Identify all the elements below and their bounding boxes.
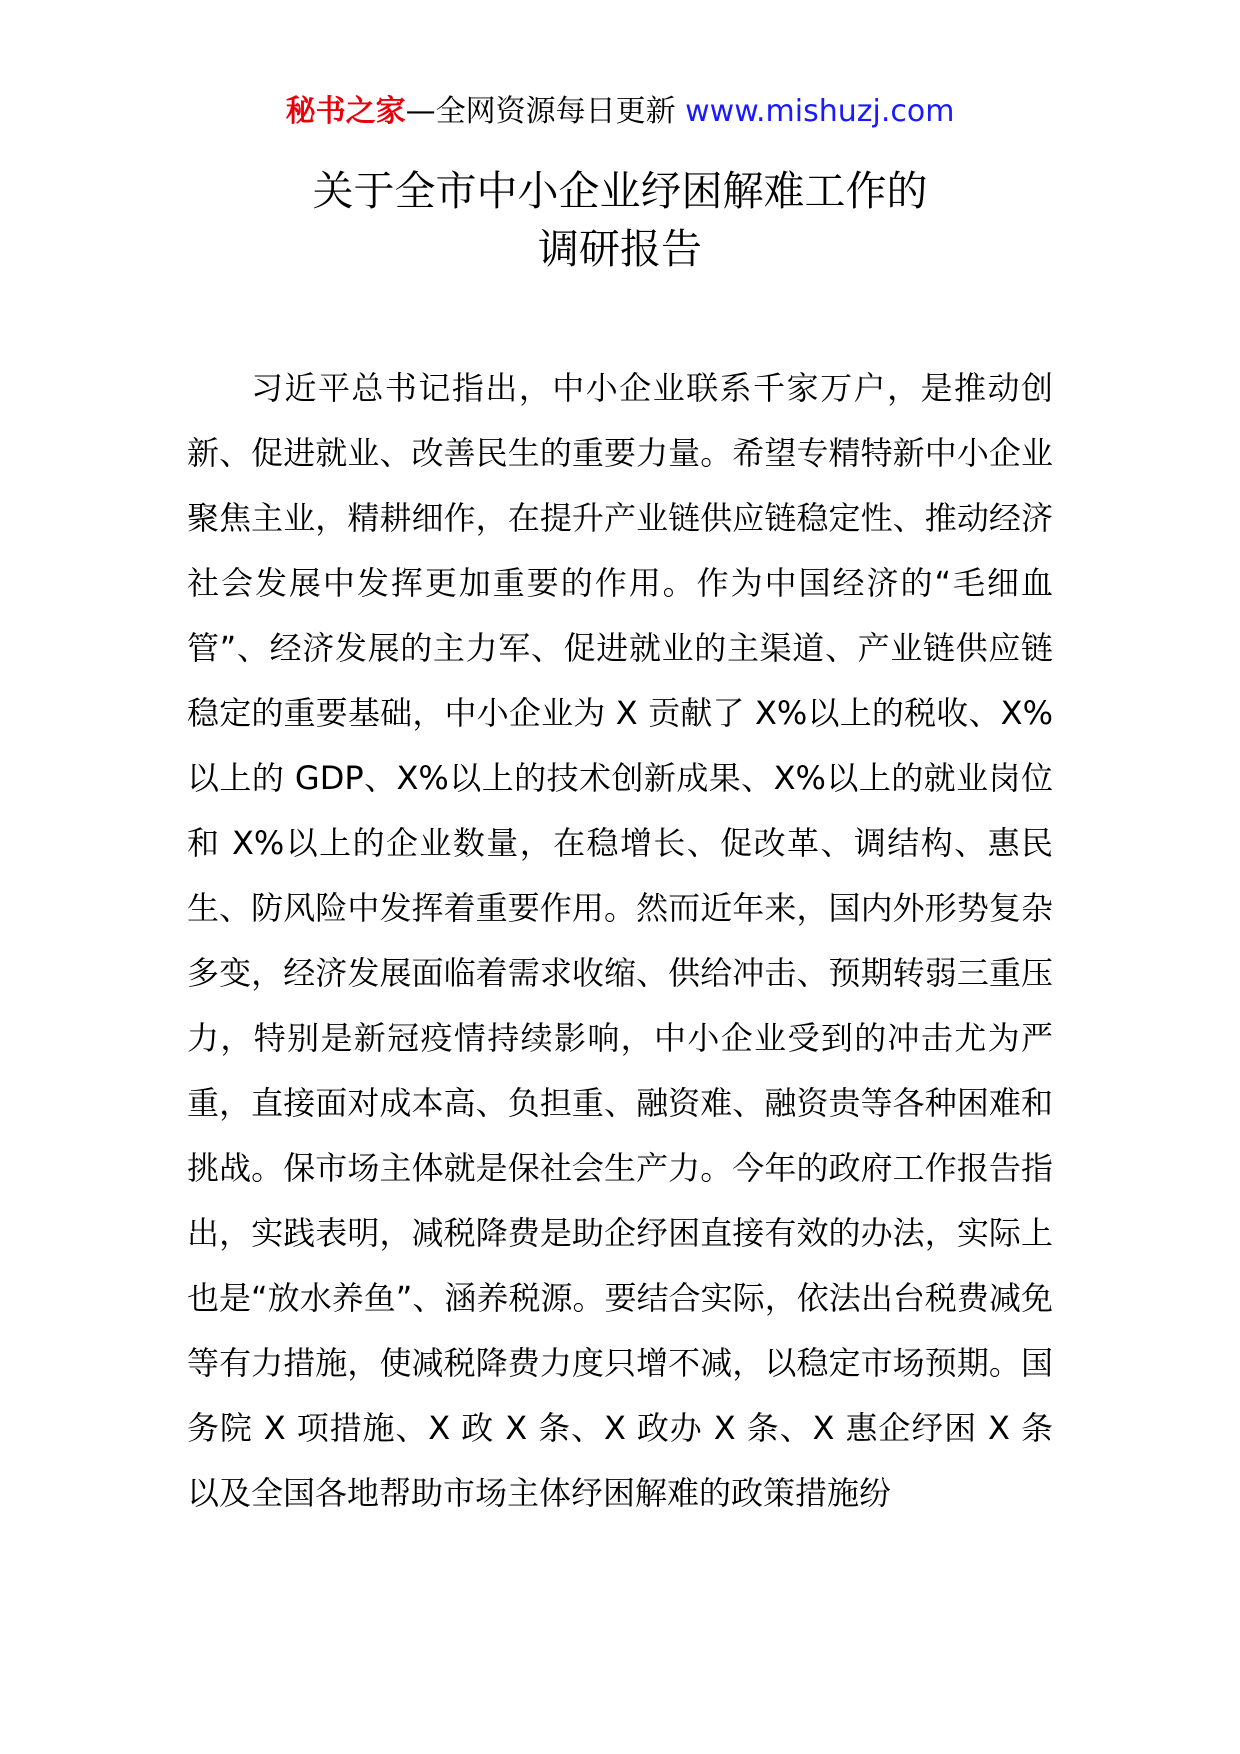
site-url-link[interactable]: www.mishuzj.com bbox=[685, 94, 955, 129]
title-line-2: 调研报告 bbox=[538, 225, 702, 273]
title-line-1: 关于全市中小企业纾困解难工作的 bbox=[312, 167, 928, 215]
site-tagline: —全网资源每日更新 bbox=[405, 94, 676, 129]
site-brand: 秘书之家 bbox=[285, 94, 406, 129]
document-title bbox=[0, 162, 1240, 278]
site-header bbox=[0, 92, 1240, 132]
body-paragraph: 习近平总书记指出，中小企业联系千家万户，是推动创新、促进就业、改善民生的重要力量。希望专精特新中小企业聚焦主业，精耕细作，在提升产业链供应链稳定性、推动经济社会发展中发挥更加重要的作用。作为中国经济的“毛细血管”、经济发展的主力军、促进就业的主渠道、产业链供应链稳定的重要基础，中小企业为 X 贡献了 X%以上的税收、X%以上的 GDP、X%以上的技术创新成果、X%以上的就业岗位和 X%以上的企业数量，在稳增长、促改革、调结构、惠民生、防风险中发挥着重要作用。然而近年来，国内外形势复杂多变，经济发展面临着需求收缩、供给冲击、预期转弱三重压力，特别是新冠疫情持续影响，中小企业受到的冲击尤为严重，直接面对成本高、负担重、融资难、融资贵等各种困难和挑战。保市场主体就是保社会生产力。今年的政府工作报告指出，实践表明，减税降费是助企纾困直接有效的办法，实际上也是“放水养鱼”、涵养税源。要结合实际，依法出台税费减免等有力措施，使减税降费力度只增不减，以稳定市场预期。国务院 X 项措施、X 政 X 条、X 政办 X 条、X 惠企纾困 X 条以及全国各地帮助市场主体纾困解难的政策措施纷 bbox=[187, 369, 1053, 1512]
